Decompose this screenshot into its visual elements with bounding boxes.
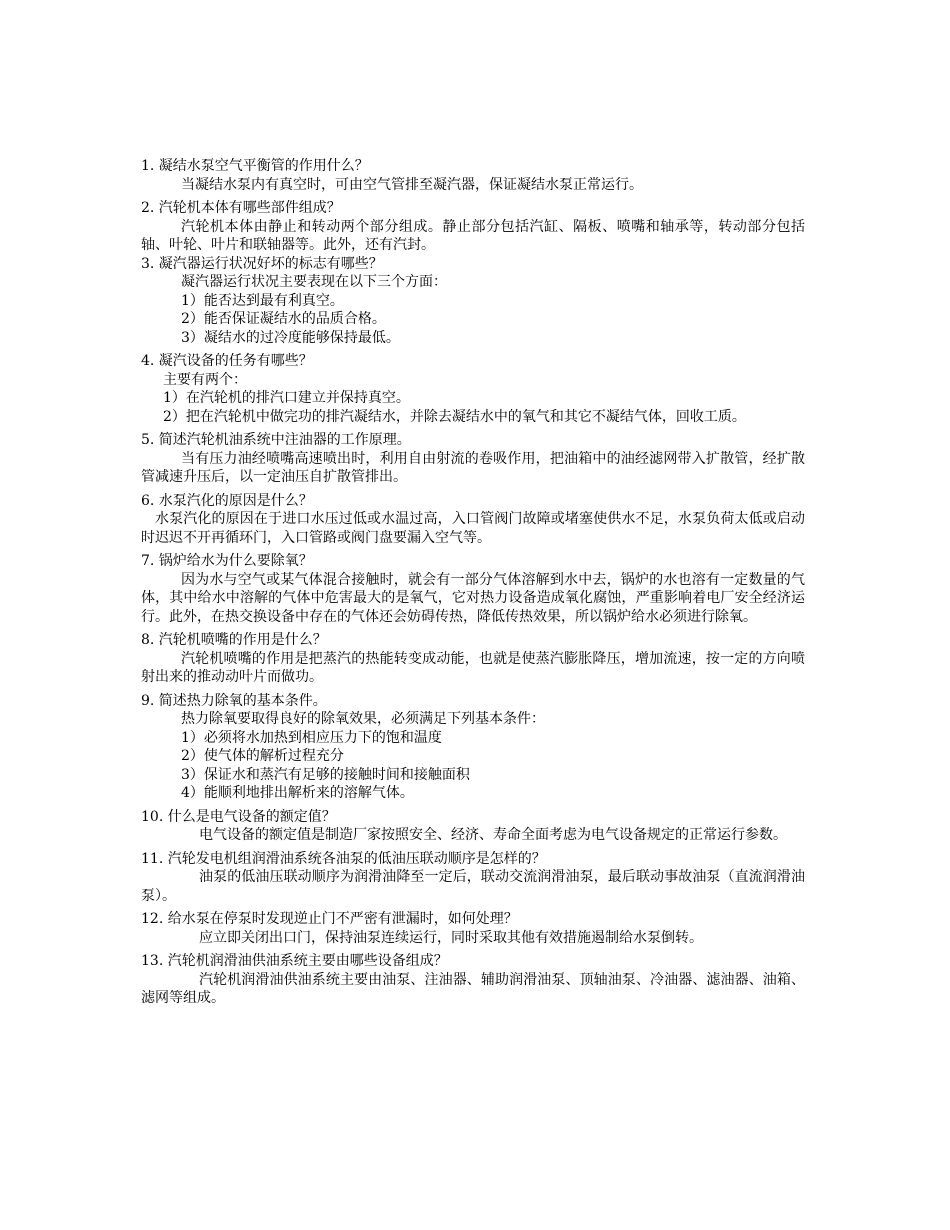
answer-4: 主要有两个： xyxy=(163,371,247,388)
qa-item-4 xyxy=(141,352,805,426)
list-item: 3）凝结水的过冷度能够保持最低。 xyxy=(181,329,400,346)
question-4: 4. 凝汽设备的任务有哪些？ xyxy=(141,353,313,369)
question-6: 6. 水泵汽化的原因是什么？ xyxy=(141,492,313,509)
answer-5: 当有压力油经喷嘴高速喷出时，利用自由射流的卷吸作用，把油箱中的油经滤网带入扩散管，经扩散管减速升压后，以一定油压自扩散管排出。 xyxy=(141,450,805,485)
question-8: 8. 汽轮机喷嘴的作用是什么？ xyxy=(141,632,327,648)
answer-10: 电气设备的额定值是制造厂家按照安全、经济、寿命全面考虑为电气设备规定的正常运行参数。 xyxy=(199,827,787,843)
answer-1: 当凝结水泵内有真空时，可由空气管排至凝汽器，保证凝结水泵正常运行。 xyxy=(181,176,643,193)
qa-item-8 xyxy=(141,631,805,687)
list-item: 1）能否达到最有利真空。 xyxy=(181,292,344,309)
list-item: 4）能顺利地排出解析来的溶解气体。 xyxy=(181,785,414,801)
question-7: 7. 锅炉给水为什么要除氧？ xyxy=(141,553,313,569)
answer-13: 汽轮机润滑油供油系统主要由油泵、注油器、辅助润滑油泵、顶轴油泵、冷油器、滤油器、油箱、滤网等组成。 xyxy=(141,971,805,1006)
qa-item-13 xyxy=(141,952,805,1008)
answer-6: 水泵汽化的原因在于进口水压过低或水温过高，入口管阀门故障或堵塞使供水不足，水泵负荷太低或启动时迟迟不开再循环门，入口管路或阀门盘要漏入空气等。 xyxy=(141,511,805,546)
qa-item-2 xyxy=(141,199,805,255)
question-9: 9. 简述热力除氧的基本条件。 xyxy=(141,692,327,709)
question-5: 5. 简述汽轮机油系统中注油器的工作原理。 xyxy=(141,432,411,448)
list-item: 2）把在汽轮机中做完功的排汽凝结水，并除去凝结水中的氧气和其它不凝结气体，回收工质。 xyxy=(163,408,746,425)
qa-item-10 xyxy=(141,808,805,845)
question-3: 3. 凝汽器运行状况好坏的标志有哪些？ xyxy=(141,255,383,272)
question-10: 10. 什么是电气设备的额定值？ xyxy=(141,808,336,825)
qa-item-11 xyxy=(141,850,805,906)
qa-item-5 xyxy=(141,431,805,487)
answer-2: 汽轮机本体由静止和转动两个部分组成。静止部分包括汽缸、隔板、喷嘴和轴承等，转动部分包括轴、叶轮、叶片和联轴器等。此外，还有汽封。 xyxy=(141,218,805,253)
answer-9: 热力除氧要取得良好的除氧效果，必须满足下列基本条件： xyxy=(181,711,545,727)
answer-7: 因为水与空气或某气体混合接触时，就会有一部分气体溶解到水中去，锅炉的水也溶有一定数量的气体，其中给水中溶解的气体中危害最大的是氧气，它对热力设备造成氧化腐蚀，严重影响着电厂安全经济运行。此外，在热交换设备中存在的气体还会妨碍传热，降低传热效果，所以锅炉给水必须进行除氧。 xyxy=(141,571,805,625)
list-item: 2）能否保证凝结水的品质合格。 xyxy=(181,311,386,327)
qa-item-1 xyxy=(141,157,805,194)
question-12: 12. 给水泵在停泵时发现逆止门不严密有泄漏时，如何处理？ xyxy=(141,911,518,927)
answer-12: 应立即关闭出口门，保持油泵连续运行，同时采取其他有效措施遏制给水泵倒转。 xyxy=(199,929,703,946)
list-item: 1）在汽轮机的排汽口建立并保持真空。 xyxy=(163,390,410,406)
question-1: 1. 凝结水泵空气平衡管的作用什么？ xyxy=(141,158,369,174)
question-13: 13. 汽轮机润滑油供油系统主要由哪些设备组成？ xyxy=(141,953,448,969)
document-page xyxy=(141,157,805,1013)
list-item: 1）必须将水加热到相应压力下的饱和温度 xyxy=(181,729,442,746)
answer-3: 凝汽器运行状况主要表现在以下三个方面： xyxy=(181,274,447,290)
qa-item-7 xyxy=(141,552,805,626)
list-item: 3）保证水和蒸汽有足够的接触时间和接触面积 xyxy=(181,766,470,783)
question-11: 11. 汽轮发电机组润滑油系统各油泵的低油压联动顺序是怎样的？ xyxy=(141,850,546,867)
qa-item-3 xyxy=(141,255,805,348)
list-item: 2）使气体的解析过程充分 xyxy=(181,748,344,764)
qa-item-12 xyxy=(141,910,805,947)
question-2: 2. 汽轮机本体有哪些部件组成？ xyxy=(141,200,341,216)
qa-item-6 xyxy=(141,492,805,548)
qa-item-9 xyxy=(141,692,805,803)
answer-11: 油泵的低油压联动顺序为润滑油降至一定后，联动交流润滑油泵，最后联动事故油泵（直流润滑油泵）。 xyxy=(141,869,805,904)
answer-8: 汽轮机喷嘴的作用是把蒸汽的热能转变成动能，也就是使蒸汽膨胀降压，增加流速，按一定的方向喷射出来的推动动叶片而做功。 xyxy=(141,650,805,685)
